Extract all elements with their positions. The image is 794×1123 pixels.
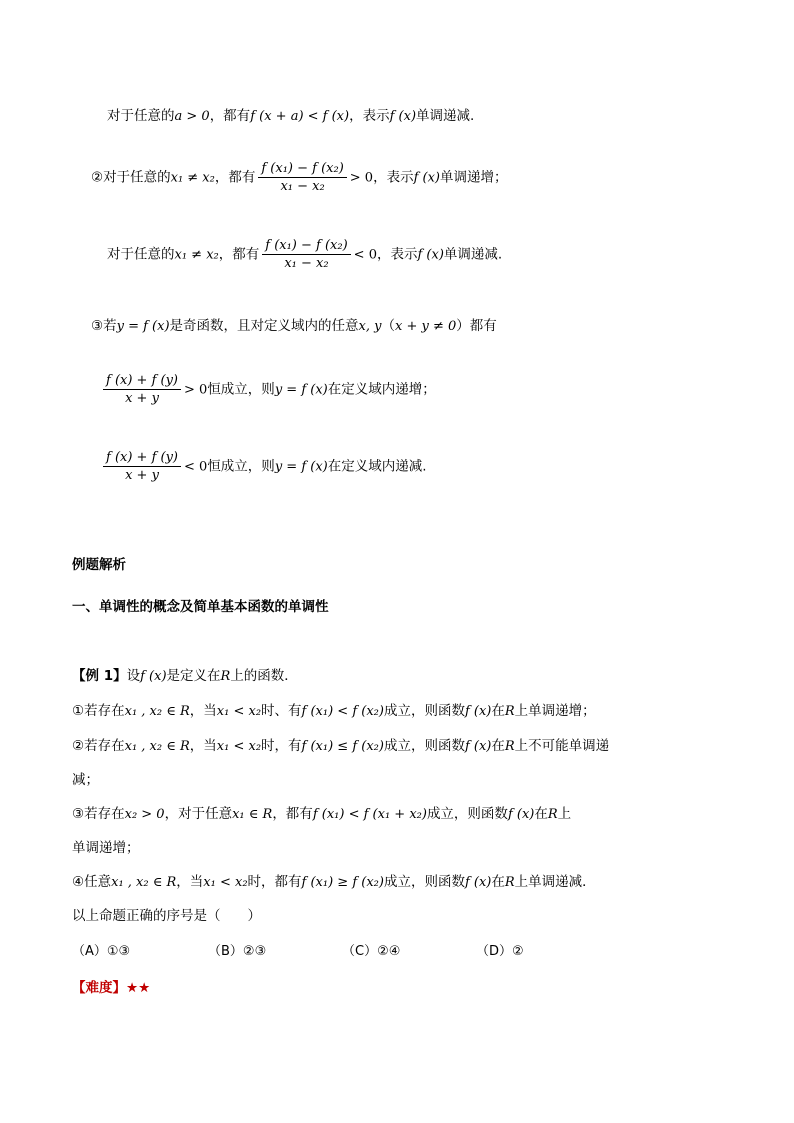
numerator: f (x) + f (y) <box>103 449 181 467</box>
text: ③若 <box>91 318 117 334</box>
text: 成立，则函数 <box>383 703 465 719</box>
math: f (x + a) < f (x) <box>250 109 350 124</box>
math: x₁ < x₂ <box>203 875 248 890</box>
prop-line-2 <box>91 160 508 195</box>
example-item-3 <box>72 805 571 824</box>
text: 对于任意的 <box>107 108 175 124</box>
math: f (x) <box>464 739 492 754</box>
math: x₁ ≠ x₂ <box>174 247 219 263</box>
math: > 0 <box>184 382 208 398</box>
math: f (x₁) ≤ f (x₂) <box>301 739 384 754</box>
option-c: （C）②④ <box>342 944 401 959</box>
math: R <box>504 739 515 754</box>
text: 上的函数． <box>230 668 298 684</box>
text: （ <box>381 318 395 334</box>
math: f (x₁) < f (x₁ + x₂) <box>312 807 427 822</box>
text: 在 <box>491 874 505 890</box>
prop-line-3 <box>107 237 502 272</box>
text: 设 <box>126 668 141 684</box>
math: x₁ , x₂ ∈ R <box>124 704 190 719</box>
denominator: x + y <box>125 391 159 406</box>
text: ，表示 <box>373 169 414 186</box>
prop-line-1 <box>107 107 474 126</box>
option-a: （A）①③ <box>72 944 131 959</box>
text: ④任意 <box>72 874 112 890</box>
text: 在 <box>491 738 505 754</box>
prop-line-4 <box>91 317 497 336</box>
math: < 0 <box>184 459 208 475</box>
math: x + y ≠ 0 <box>394 319 457 334</box>
text: 单调递增； <box>440 169 508 186</box>
math: x₁ ≠ x₂ <box>170 170 215 186</box>
math: x₁ < x₂ <box>216 739 262 754</box>
math: R <box>547 807 558 822</box>
text: 是奇函数，且对定义域内的任意 <box>169 318 359 334</box>
math: f (x) <box>417 247 444 263</box>
text: 成立，则函数 <box>383 874 465 890</box>
text: 在定义域内递减. <box>327 458 427 475</box>
text: ，都有 <box>272 806 313 822</box>
math: < 0 <box>353 247 377 263</box>
example-item-1 <box>72 702 596 721</box>
text: 在定义域内递增； <box>327 381 436 398</box>
math: f (x) <box>413 170 440 186</box>
prop-line-5 <box>100 372 436 407</box>
example-label: 【例 1】 <box>72 668 127 684</box>
denominator: x + y <box>125 468 159 483</box>
fraction <box>103 372 181 407</box>
math: R <box>504 875 515 890</box>
text: ，都有 <box>214 169 256 186</box>
math: f (x₁) < f (x₂) <box>301 704 384 719</box>
option-b: （B）②③ <box>208 944 267 959</box>
numerator: f (x) + f (y) <box>103 372 181 390</box>
text: 在 <box>534 806 548 822</box>
difficulty <box>72 979 150 997</box>
math: y = f (x) <box>116 319 170 334</box>
fraction <box>103 449 181 484</box>
math: y = f (x) <box>274 459 328 475</box>
text: 上 <box>557 806 572 822</box>
text: 上不可能单调递 <box>514 738 610 754</box>
text: 单调递减. <box>416 108 475 124</box>
example-item-2 <box>72 737 609 756</box>
math: x₁ , x₂ ∈ R <box>111 875 177 890</box>
text: ①若存在 <box>72 703 125 719</box>
text: ②对于任意的 <box>91 169 171 186</box>
denominator: x₁ − x₂ <box>284 256 329 271</box>
text: ，当 <box>189 703 217 719</box>
text: ，表示 <box>376 246 418 263</box>
text: ②若存在 <box>72 738 125 754</box>
text: 恒成立，则 <box>207 458 275 475</box>
text: 是定义在 <box>166 668 221 684</box>
math: y = f (x) <box>274 382 328 398</box>
math: f (x) <box>140 669 167 684</box>
example-item-2-cont: 减； <box>72 772 99 788</box>
math: > 0 <box>349 170 374 186</box>
fraction <box>258 160 346 195</box>
math: R <box>504 704 515 719</box>
math: x, y <box>358 319 382 334</box>
fraction <box>262 237 350 272</box>
text: ③若存在 <box>72 806 125 822</box>
text: 成立，则函数 <box>426 806 508 822</box>
text: 成立，则函数 <box>383 738 465 754</box>
example-item-3-cont: 单调递增； <box>72 840 140 856</box>
option-d: （D）② <box>476 944 524 959</box>
text: 时、有 <box>261 703 302 719</box>
math: a > 0 <box>174 109 210 124</box>
text: ，表示 <box>349 108 390 124</box>
text: 在 <box>491 703 505 719</box>
example-item-4 <box>72 873 596 892</box>
text: ，当 <box>189 738 217 754</box>
denominator: x₁ − x₂ <box>280 179 325 194</box>
text: 恒成立，则 <box>207 381 275 398</box>
difficulty-label: 【难度】 <box>72 980 126 996</box>
math: f (x) <box>464 704 492 719</box>
text: 时，有 <box>261 738 302 754</box>
math: x₁ < x₂ <box>216 704 262 719</box>
math: x₁ ∈ R <box>232 807 273 822</box>
text: 单调递减. <box>443 246 503 263</box>
text: ，都有 <box>218 246 260 263</box>
difficulty-stars: ★★ <box>126 980 151 996</box>
text: 上单调递增； <box>514 703 596 719</box>
question-text: 以上命题正确的序号是（ ） <box>72 908 261 924</box>
text: ）都有 <box>456 318 497 334</box>
math: f (x) <box>389 109 417 124</box>
text: 时，都有 <box>247 874 302 890</box>
section-heading: 例题解析 <box>72 557 126 573</box>
text: ，当 <box>176 874 204 890</box>
math: f (x) <box>507 807 535 822</box>
math: x₁ , x₂ ∈ R <box>124 739 190 754</box>
text: 对于任意的 <box>107 246 175 263</box>
math: f (x) <box>464 875 492 890</box>
section-subheading: 一、单调性的概念及简单基本函数的单调性 <box>72 599 329 615</box>
example-intro <box>72 667 298 686</box>
text: ，都有 <box>209 108 251 124</box>
math: R <box>220 669 231 684</box>
text: ，对于任意 <box>164 806 233 822</box>
prop-line-6 <box>100 449 427 484</box>
numerator: f (x₁) − f (x₂) <box>258 160 346 178</box>
math: f (x₁) ≥ f (x₂) <box>301 875 384 890</box>
numerator: f (x₁) − f (x₂) <box>262 237 350 255</box>
text: 上单调递减． <box>514 874 596 890</box>
math: x₂ > 0 <box>124 807 165 822</box>
